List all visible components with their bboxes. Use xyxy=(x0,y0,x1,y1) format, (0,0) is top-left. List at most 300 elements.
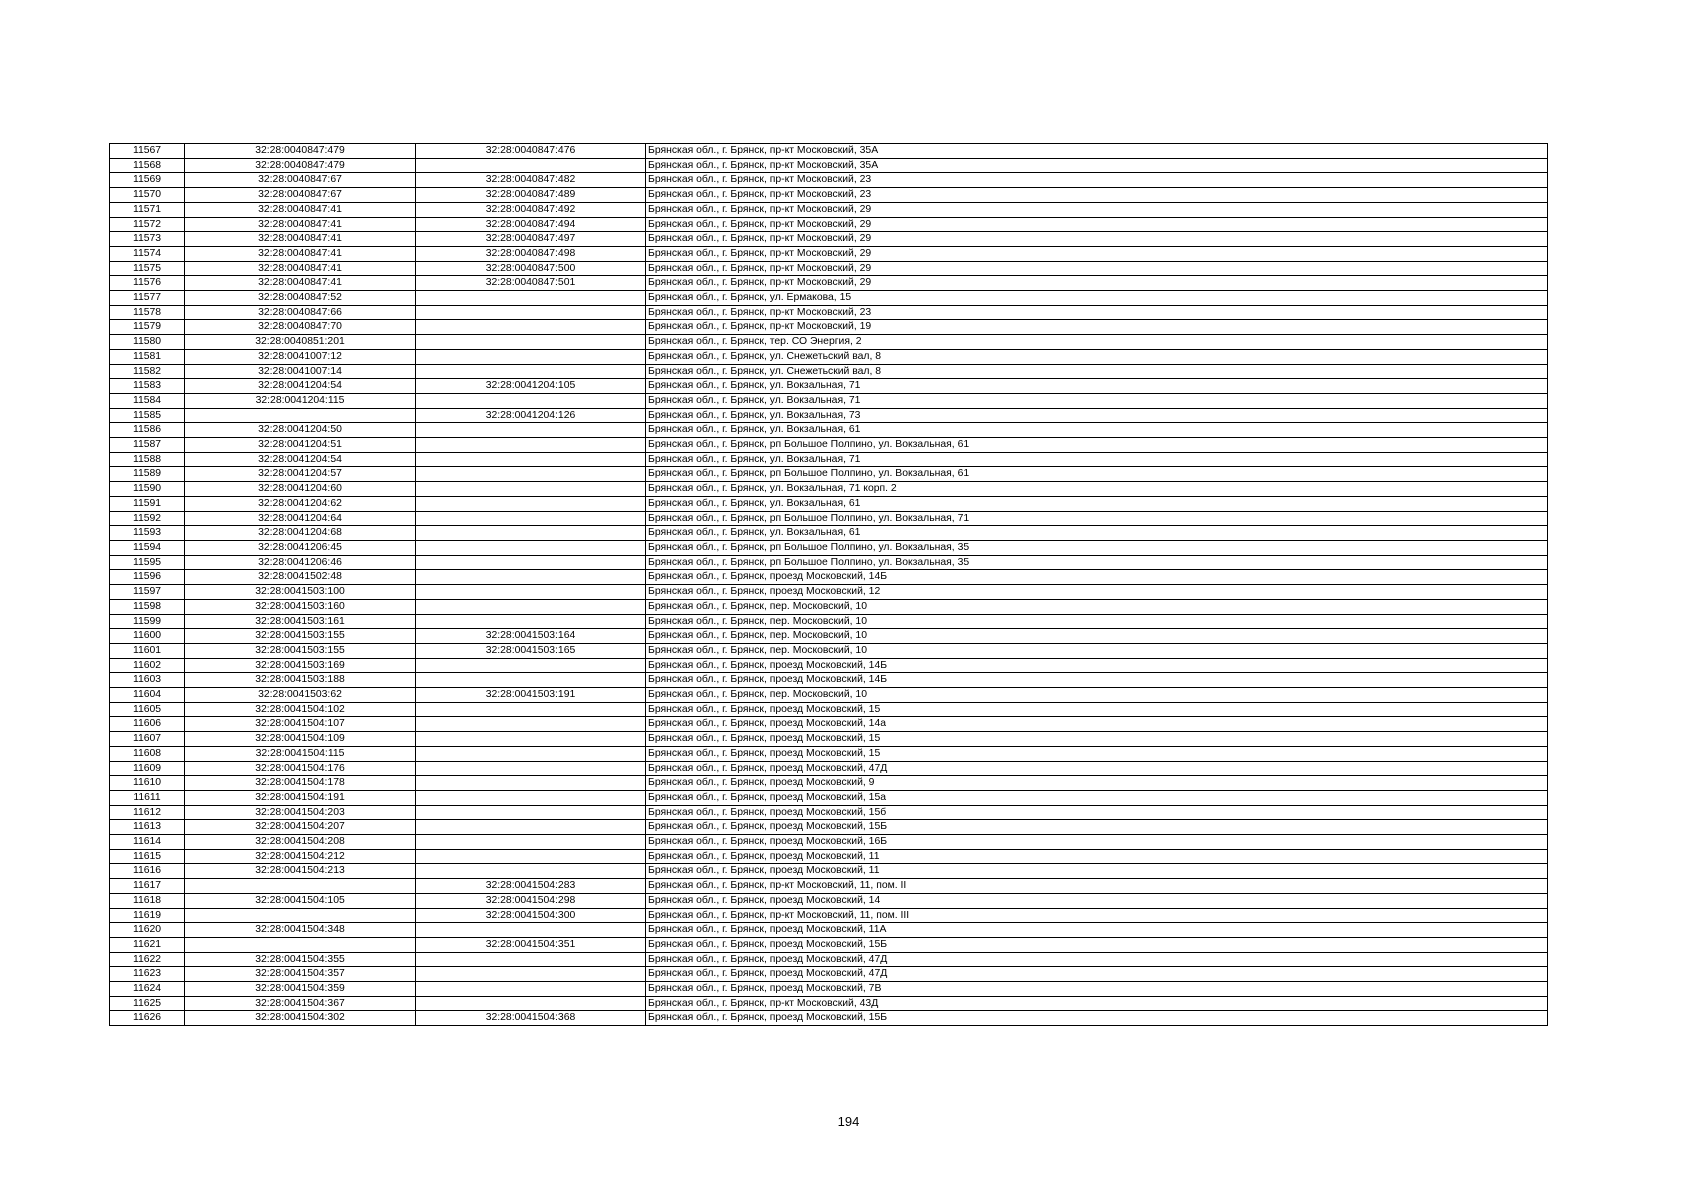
table-row xyxy=(110,188,1548,203)
cadastral-number-cell: 32:28:0041504:212 xyxy=(185,849,416,864)
cadastral-number-cell: 32:28:0040847:479 xyxy=(185,144,416,159)
object-number-cell: 32:28:0041204:126 xyxy=(416,408,646,423)
row-number-cell: 11571 xyxy=(110,202,185,217)
cadastral-number-cell: 32:28:0041504:107 xyxy=(185,717,416,732)
table-row xyxy=(110,996,1548,1011)
cadastral-number-cell: 32:28:0041204:64 xyxy=(185,511,416,526)
object-number-cell xyxy=(416,320,646,335)
row-number-cell: 11575 xyxy=(110,261,185,276)
cadastral-number-cell: 32:28:0041504:191 xyxy=(185,790,416,805)
cadastral-number-cell: 32:28:0041204:68 xyxy=(185,526,416,541)
table-row xyxy=(110,526,1548,541)
address-cell: Брянская обл., г. Брянск, пер. Московский, 10 xyxy=(646,688,1548,703)
row-number-cell: 11572 xyxy=(110,217,185,232)
cadastral-number-cell: 32:28:0041504:207 xyxy=(185,820,416,835)
table-row xyxy=(110,805,1548,820)
object-number-cell: 32:28:0040847:492 xyxy=(416,202,646,217)
row-number-cell: 11587 xyxy=(110,438,185,453)
cadastral-number-cell: 32:28:0041504:203 xyxy=(185,805,416,820)
cadastral-number-cell: 32:28:0040847:70 xyxy=(185,320,416,335)
address-cell: Брянская обл., г. Брянск, проезд Московский, 15 xyxy=(646,702,1548,717)
row-number-cell: 11613 xyxy=(110,820,185,835)
table-row xyxy=(110,393,1548,408)
object-number-cell xyxy=(416,820,646,835)
cadastral-number-cell: 32:28:0041504:105 xyxy=(185,893,416,908)
table-row xyxy=(110,835,1548,850)
address-cell: Брянская обл., г. Брянск, проезд Московский, 15Б xyxy=(646,820,1548,835)
object-number-cell xyxy=(416,849,646,864)
table-row xyxy=(110,467,1548,482)
table-row xyxy=(110,982,1548,997)
table-row xyxy=(110,305,1548,320)
address-cell: Брянская обл., г. Брянск, проезд Московский, 11 xyxy=(646,864,1548,879)
address-cell: Брянская обл., г. Брянск, ул. Вокзальная, 61 xyxy=(646,423,1548,438)
cadastral-number-cell: 32:28:0041503:155 xyxy=(185,629,416,644)
cadastral-number-cell: 32:28:0041503:169 xyxy=(185,658,416,673)
table-row xyxy=(110,952,1548,967)
object-number-cell xyxy=(416,482,646,497)
table-row xyxy=(110,776,1548,791)
address-cell: Брянская обл., г. Брянск, проезд Московский, 15 xyxy=(646,732,1548,747)
row-number-cell: 11591 xyxy=(110,496,185,511)
row-number-cell: 11583 xyxy=(110,379,185,394)
object-number-cell xyxy=(416,555,646,570)
address-cell: Брянская обл., г. Брянск, ул. Ермакова, 15 xyxy=(646,291,1548,306)
object-number-cell: 32:28:0040847:497 xyxy=(416,232,646,247)
address-cell: Брянская обл., г. Брянск, пр-кт Московский, 23 xyxy=(646,188,1548,203)
table-row xyxy=(110,849,1548,864)
address-cell: Брянская обл., г. Брянск, пр-кт Московский, 29 xyxy=(646,217,1548,232)
address-cell: Брянская обл., г. Брянск, ул. Вокзальная, 71 xyxy=(646,452,1548,467)
address-cell: Брянская обл., г. Брянск, ул. Снежетьский вал, 8 xyxy=(646,349,1548,364)
object-number-cell: 32:28:0041503:165 xyxy=(416,643,646,658)
row-number-cell: 11619 xyxy=(110,908,185,923)
row-number-cell: 11617 xyxy=(110,879,185,894)
table-row xyxy=(110,379,1548,394)
row-number-cell: 11582 xyxy=(110,364,185,379)
address-cell: Брянская обл., г. Брянск, пр-кт Московский, 29 xyxy=(646,202,1548,217)
object-number-cell: 32:28:0041503:164 xyxy=(416,629,646,644)
table-row xyxy=(110,688,1548,703)
cadastral-number-cell: 32:28:0041504:176 xyxy=(185,761,416,776)
table-row xyxy=(110,967,1548,982)
address-cell: Брянская обл., г. Брянск, ул. Вокзальная, 61 xyxy=(646,526,1548,541)
object-number-cell xyxy=(416,496,646,511)
address-cell: Брянская обл., г. Брянск, пр-кт Московский, 29 xyxy=(646,246,1548,261)
row-number-cell: 11570 xyxy=(110,188,185,203)
cadastral-number-cell: 32:28:0041504:178 xyxy=(185,776,416,791)
address-cell: Брянская обл., г. Брянск, пр-кт Московский, 35А xyxy=(646,158,1548,173)
table-body xyxy=(110,144,1548,1026)
cadastral-number-cell: 32:28:0041504:367 xyxy=(185,996,416,1011)
row-number-cell: 11598 xyxy=(110,599,185,614)
row-number-cell: 11576 xyxy=(110,276,185,291)
address-cell: Брянская обл., г. Брянск, проезд Московский, 14Б xyxy=(646,658,1548,673)
object-number-cell xyxy=(416,467,646,482)
address-cell: Брянская обл., г. Брянск, пер. Московский, 10 xyxy=(646,629,1548,644)
table-row xyxy=(110,144,1548,159)
address-cell: Брянская обл., г. Брянск, рп Большое Полпино, ул. Вокзальная, 61 xyxy=(646,467,1548,482)
object-number-cell xyxy=(416,158,646,173)
cadastral-number-cell: 32:28:0041503:160 xyxy=(185,599,416,614)
row-number-cell: 11623 xyxy=(110,967,185,982)
object-number-cell xyxy=(416,349,646,364)
address-cell: Брянская обл., г. Брянск, ул. Вокзальная, 61 xyxy=(646,496,1548,511)
cadastral-number-cell: 32:28:0041204:57 xyxy=(185,467,416,482)
table-row xyxy=(110,202,1548,217)
row-number-cell: 11567 xyxy=(110,144,185,159)
address-cell: Брянская обл., г. Брянск, проезд Московский, 14а xyxy=(646,717,1548,732)
object-number-cell: 32:28:0041504:368 xyxy=(416,1011,646,1026)
object-number-cell xyxy=(416,452,646,467)
cadastral-number-cell: 32:28:0041503:62 xyxy=(185,688,416,703)
table-row xyxy=(110,232,1548,247)
row-number-cell: 11588 xyxy=(110,452,185,467)
cadastral-number-cell: 32:28:0041502:48 xyxy=(185,570,416,585)
row-number-cell: 11620 xyxy=(110,923,185,938)
address-cell: Брянская обл., г. Брянск, проезд Московский, 15б xyxy=(646,805,1548,820)
table-row xyxy=(110,364,1548,379)
row-number-cell: 11611 xyxy=(110,790,185,805)
object-number-cell: 32:28:0041204:105 xyxy=(416,379,646,394)
table-row xyxy=(110,261,1548,276)
object-number-cell xyxy=(416,570,646,585)
row-number-cell: 11618 xyxy=(110,893,185,908)
table-row xyxy=(110,423,1548,438)
registry-table xyxy=(109,143,1548,1026)
table-row xyxy=(110,158,1548,173)
cadastral-number-cell: 32:28:0041503:161 xyxy=(185,614,416,629)
table-row xyxy=(110,732,1548,747)
row-number-cell: 11577 xyxy=(110,291,185,306)
address-cell: Брянская обл., г. Брянск, пер. Московский, 10 xyxy=(646,614,1548,629)
row-number-cell: 11584 xyxy=(110,393,185,408)
cadastral-number-cell: 32:28:0041504:213 xyxy=(185,864,416,879)
address-cell: Брянская обл., г. Брянск, проезд Московский, 15Б xyxy=(646,937,1548,952)
cadastral-number-cell: 32:28:0041504:348 xyxy=(185,923,416,938)
row-number-cell: 11612 xyxy=(110,805,185,820)
row-number-cell: 11586 xyxy=(110,423,185,438)
object-number-cell xyxy=(416,364,646,379)
object-number-cell xyxy=(416,996,646,1011)
cadastral-number-cell xyxy=(185,908,416,923)
row-number-cell: 11597 xyxy=(110,585,185,600)
address-cell: Брянская обл., г. Брянск, проезд Московский, 14Б xyxy=(646,570,1548,585)
object-number-cell xyxy=(416,599,646,614)
table-row xyxy=(110,540,1548,555)
row-number-cell: 11615 xyxy=(110,849,185,864)
cadastral-number-cell: 32:28:0041206:45 xyxy=(185,540,416,555)
object-number-cell xyxy=(416,835,646,850)
address-cell: Брянская обл., г. Брянск, проезд Московский, 15 xyxy=(646,746,1548,761)
row-number-cell: 11580 xyxy=(110,335,185,350)
table-row xyxy=(110,246,1548,261)
table-row xyxy=(110,702,1548,717)
table-row xyxy=(110,599,1548,614)
address-cell: Брянская обл., г. Брянск, тер. СО Энергия, 2 xyxy=(646,335,1548,350)
address-cell: Брянская обл., г. Брянск, пр-кт Московский, 35А xyxy=(646,144,1548,159)
table-row xyxy=(110,349,1548,364)
object-number-cell xyxy=(416,732,646,747)
address-cell: Брянская обл., г. Брянск, ул. Вокзальная, 71 xyxy=(646,379,1548,394)
row-number-cell: 11614 xyxy=(110,835,185,850)
cadastral-number-cell: 32:28:0040847:66 xyxy=(185,305,416,320)
cadastral-number-cell: 32:28:0040847:67 xyxy=(185,173,416,188)
cadastral-number-cell xyxy=(185,879,416,894)
object-number-cell xyxy=(416,393,646,408)
table-row xyxy=(110,879,1548,894)
cadastral-number-cell xyxy=(185,937,416,952)
object-number-cell: 32:28:0041504:283 xyxy=(416,879,646,894)
address-cell: Брянская обл., г. Брянск, проезд Московский, 9 xyxy=(646,776,1548,791)
object-number-cell xyxy=(416,291,646,306)
row-number-cell: 11625 xyxy=(110,996,185,1011)
table-row xyxy=(110,629,1548,644)
table-row xyxy=(110,335,1548,350)
object-number-cell xyxy=(416,982,646,997)
row-number-cell: 11603 xyxy=(110,673,185,688)
cadastral-number-cell: 32:28:0040847:41 xyxy=(185,217,416,232)
address-cell: Брянская обл., г. Брянск, ул. Вокзальная, 71 xyxy=(646,393,1548,408)
object-number-cell xyxy=(416,923,646,938)
object-number-cell xyxy=(416,952,646,967)
table-row xyxy=(110,790,1548,805)
page-number: 194 xyxy=(837,1114,860,1129)
address-cell: Брянская обл., г. Брянск, проезд Московский, 47Д xyxy=(646,967,1548,982)
row-number-cell: 11578 xyxy=(110,305,185,320)
table-row xyxy=(110,923,1548,938)
row-number-cell: 11600 xyxy=(110,629,185,644)
row-number-cell: 11594 xyxy=(110,540,185,555)
row-number-cell: 11599 xyxy=(110,614,185,629)
object-number-cell xyxy=(416,864,646,879)
object-number-cell xyxy=(416,614,646,629)
row-number-cell: 11605 xyxy=(110,702,185,717)
address-cell: Брянская обл., г. Брянск, ул. Вокзальная, 71 корп. 2 xyxy=(646,482,1548,497)
object-number-cell: 32:28:0041503:191 xyxy=(416,688,646,703)
object-number-cell xyxy=(416,746,646,761)
object-number-cell xyxy=(416,526,646,541)
cadastral-number-cell: 32:28:0040847:41 xyxy=(185,261,416,276)
address-cell: Брянская обл., г. Брянск, пр-кт Московский, 23 xyxy=(646,305,1548,320)
table-row xyxy=(110,482,1548,497)
table-row xyxy=(110,555,1548,570)
row-number-cell: 11585 xyxy=(110,408,185,423)
address-cell: Брянская обл., г. Брянск, проезд Московский, 15а xyxy=(646,790,1548,805)
object-number-cell xyxy=(416,511,646,526)
object-number-cell xyxy=(416,540,646,555)
cadastral-number-cell: 32:28:0041503:188 xyxy=(185,673,416,688)
address-cell: Брянская обл., г. Брянск, рп Большое Полпино, ул. Вокзальная, 35 xyxy=(646,540,1548,555)
table-row xyxy=(110,937,1548,952)
address-cell: Брянская обл., г. Брянск, рп Большое Полпино, ул. Вокзальная, 35 xyxy=(646,555,1548,570)
table-row xyxy=(110,217,1548,232)
table-row xyxy=(110,276,1548,291)
row-number-cell: 11609 xyxy=(110,761,185,776)
cadastral-number-cell: 32:28:0041206:46 xyxy=(185,555,416,570)
address-cell: Брянская обл., г. Брянск, проезд Московский, 11 xyxy=(646,849,1548,864)
object-number-cell: 32:28:0041504:300 xyxy=(416,908,646,923)
row-number-cell: 11579 xyxy=(110,320,185,335)
object-number-cell: 32:28:0040847:482 xyxy=(416,173,646,188)
address-cell: Брянская обл., г. Брянск, пр-кт Московский, 29 xyxy=(646,276,1548,291)
address-cell: Брянская обл., г. Брянск, проезд Московский, 15Б xyxy=(646,1011,1548,1026)
table-row xyxy=(110,496,1548,511)
object-number-cell xyxy=(416,585,646,600)
row-number-cell: 11606 xyxy=(110,717,185,732)
address-cell: Брянская обл., г. Брянск, пр-кт Московский, 11, пом. III xyxy=(646,908,1548,923)
row-number-cell: 11589 xyxy=(110,467,185,482)
address-cell: Брянская обл., г. Брянск, пр-кт Московский, 29 xyxy=(646,261,1548,276)
row-number-cell: 11595 xyxy=(110,555,185,570)
object-number-cell xyxy=(416,702,646,717)
cadastral-number-cell: 32:28:0041503:100 xyxy=(185,585,416,600)
row-number-cell: 11626 xyxy=(110,1011,185,1026)
cadastral-number-cell: 32:28:0041504:208 xyxy=(185,835,416,850)
table-row xyxy=(110,893,1548,908)
table-row xyxy=(110,746,1548,761)
object-number-cell: 32:28:0040847:476 xyxy=(416,144,646,159)
address-cell: Брянская обл., г. Брянск, пр-кт Московский, 23 xyxy=(646,173,1548,188)
address-cell: Брянская обл., г. Брянск, проезд Московский, 14Б xyxy=(646,673,1548,688)
address-cell: Брянская обл., г. Брянск, пр-кт Московский, 43Д xyxy=(646,996,1548,1011)
table-row xyxy=(110,438,1548,453)
address-cell: Брянская обл., г. Брянск, пер. Московский, 10 xyxy=(646,599,1548,614)
address-cell: Брянская обл., г. Брянск, пер. Московский, 10 xyxy=(646,643,1548,658)
row-number-cell: 11568 xyxy=(110,158,185,173)
table-row xyxy=(110,673,1548,688)
row-number-cell: 11621 xyxy=(110,937,185,952)
object-number-cell xyxy=(416,967,646,982)
table-row xyxy=(110,643,1548,658)
row-number-cell: 11569 xyxy=(110,173,185,188)
object-number-cell xyxy=(416,761,646,776)
row-number-cell: 11616 xyxy=(110,864,185,879)
row-number-cell: 11581 xyxy=(110,349,185,364)
object-number-cell xyxy=(416,805,646,820)
row-number-cell: 11593 xyxy=(110,526,185,541)
address-cell: Брянская обл., г. Брянск, пр-кт Московский, 19 xyxy=(646,320,1548,335)
object-number-cell xyxy=(416,438,646,453)
cadastral-number-cell: 32:28:0040847:41 xyxy=(185,246,416,261)
object-number-cell: 32:28:0040847:494 xyxy=(416,217,646,232)
address-cell: Брянская обл., г. Брянск, проезд Московский, 7В xyxy=(646,982,1548,997)
cadastral-number-cell: 32:28:0041504:355 xyxy=(185,952,416,967)
object-number-cell xyxy=(416,335,646,350)
cadastral-number-cell: 32:28:0041504:102 xyxy=(185,702,416,717)
cadastral-number-cell: 32:28:0041007:12 xyxy=(185,349,416,364)
table-row xyxy=(110,320,1548,335)
address-cell: Брянская обл., г. Брянск, проезд Московский, 12 xyxy=(646,585,1548,600)
cadastral-number-cell: 32:28:0041504:302 xyxy=(185,1011,416,1026)
address-cell: Брянская обл., г. Брянск, проезд Московский, 14 xyxy=(646,893,1548,908)
cadastral-number-cell: 32:28:0041204:60 xyxy=(185,482,416,497)
table-row xyxy=(110,570,1548,585)
address-cell: Брянская обл., г. Брянск, ул. Снежетьский вал, 8 xyxy=(646,364,1548,379)
object-number-cell xyxy=(416,658,646,673)
table-row xyxy=(110,511,1548,526)
table-row xyxy=(110,1011,1548,1026)
row-number-cell: 11590 xyxy=(110,482,185,497)
object-number-cell xyxy=(416,790,646,805)
object-number-cell: 32:28:0041504:298 xyxy=(416,893,646,908)
object-number-cell: 32:28:0040847:498 xyxy=(416,246,646,261)
address-cell: Брянская обл., г. Брянск, проезд Московский, 47Д xyxy=(646,952,1548,967)
row-number-cell: 11608 xyxy=(110,746,185,761)
object-number-cell: 32:28:0040847:500 xyxy=(416,261,646,276)
table-row xyxy=(110,408,1548,423)
table-row xyxy=(110,717,1548,732)
cadastral-number-cell: 32:28:0041503:155 xyxy=(185,643,416,658)
table-row xyxy=(110,291,1548,306)
row-number-cell: 11622 xyxy=(110,952,185,967)
cadastral-number-cell: 32:28:0041204:62 xyxy=(185,496,416,511)
object-number-cell xyxy=(416,717,646,732)
row-number-cell: 11607 xyxy=(110,732,185,747)
object-number-cell xyxy=(416,673,646,688)
row-number-cell: 11601 xyxy=(110,643,185,658)
address-cell: Брянская обл., г. Брянск, рп Большое Полпино, ул. Вокзальная, 71 xyxy=(646,511,1548,526)
cadastral-number-cell: 32:28:0041204:54 xyxy=(185,379,416,394)
address-cell: Брянская обл., г. Брянск, рп Большое Полпино, ул. Вокзальная, 61 xyxy=(646,438,1548,453)
cadastral-number-cell: 32:28:0041504:359 xyxy=(185,982,416,997)
address-cell: Брянская обл., г. Брянск, ул. Вокзальная, 73 xyxy=(646,408,1548,423)
row-number-cell: 11573 xyxy=(110,232,185,247)
cadastral-number-cell: 32:28:0040847:41 xyxy=(185,276,416,291)
object-number-cell: 32:28:0041504:351 xyxy=(416,937,646,952)
address-cell: Брянская обл., г. Брянск, проезд Московский, 47Д xyxy=(646,761,1548,776)
address-cell: Брянская обл., г. Брянск, пр-кт Московский, 29 xyxy=(646,232,1548,247)
row-number-cell: 11610 xyxy=(110,776,185,791)
row-number-cell: 11596 xyxy=(110,570,185,585)
cadastral-number-cell: 32:28:0041504:357 xyxy=(185,967,416,982)
cadastral-number-cell: 32:28:0041204:115 xyxy=(185,393,416,408)
cadastral-number-cell: 32:28:0040847:52 xyxy=(185,291,416,306)
cadastral-number-cell: 32:28:0041204:51 xyxy=(185,438,416,453)
table-row xyxy=(110,761,1548,776)
table-row xyxy=(110,452,1548,467)
object-number-cell: 32:28:0040847:501 xyxy=(416,276,646,291)
object-number-cell xyxy=(416,776,646,791)
cadastral-number-cell: 32:28:0041504:109 xyxy=(185,732,416,747)
cadastral-number-cell xyxy=(185,408,416,423)
row-number-cell: 11604 xyxy=(110,688,185,703)
table-row xyxy=(110,864,1548,879)
table-row xyxy=(110,614,1548,629)
object-number-cell xyxy=(416,423,646,438)
row-number-cell: 11574 xyxy=(110,246,185,261)
cadastral-number-cell: 32:28:0041204:54 xyxy=(185,452,416,467)
table-row xyxy=(110,585,1548,600)
cadastral-number-cell: 32:28:0041007:14 xyxy=(185,364,416,379)
cadastral-number-cell: 32:28:0040851:201 xyxy=(185,335,416,350)
row-number-cell: 11592 xyxy=(110,511,185,526)
cadastral-number-cell: 32:28:0040847:67 xyxy=(185,188,416,203)
cadastral-number-cell: 32:28:0041504:115 xyxy=(185,746,416,761)
table-row xyxy=(110,173,1548,188)
cadastral-number-cell: 32:28:0041204:50 xyxy=(185,423,416,438)
address-cell: Брянская обл., г. Брянск, проезд Московский, 11А xyxy=(646,923,1548,938)
cadastral-number-cell: 32:28:0040847:41 xyxy=(185,232,416,247)
address-cell: Брянская обл., г. Брянск, пр-кт Московский, 11, пом. II xyxy=(646,879,1548,894)
address-cell: Брянская обл., г. Брянск, проезд Московский, 16Б xyxy=(646,835,1548,850)
table-row xyxy=(110,908,1548,923)
cadastral-number-cell: 32:28:0040847:479 xyxy=(185,158,416,173)
object-number-cell xyxy=(416,305,646,320)
cadastral-number-cell: 32:28:0040847:41 xyxy=(185,202,416,217)
row-number-cell: 11624 xyxy=(110,982,185,997)
table-row xyxy=(110,820,1548,835)
